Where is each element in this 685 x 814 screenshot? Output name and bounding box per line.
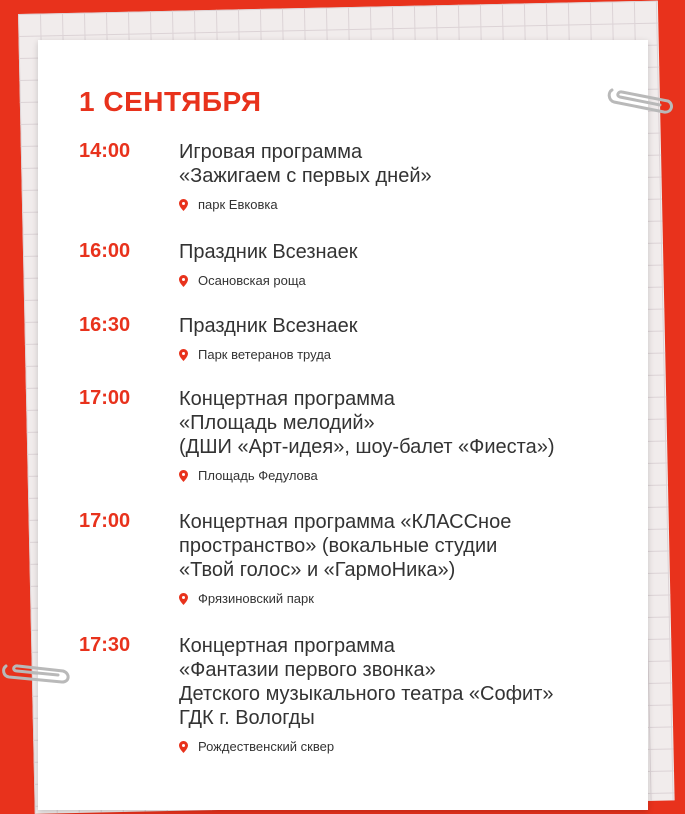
event-location: [179, 197, 278, 212]
event-time: 17:00: [79, 510, 131, 532]
location-pin-icon: [179, 470, 188, 482]
event-location: [179, 347, 331, 362]
paperclip-icon: [606, 80, 676, 116]
event-title-line: «Зажигаем с первых дней»: [179, 165, 432, 187]
event-title-line: Праздник Всезнаек: [179, 241, 358, 263]
location-pin-icon: [179, 349, 188, 361]
event-title: [179, 634, 639, 730]
event-title-line: «Площадь мелодий»: [179, 412, 375, 434]
event-title-line: Концертная программа «КЛАССное: [179, 511, 512, 533]
event-title: [179, 387, 639, 459]
event-title-line: «Фантазии первого звонка»: [179, 659, 436, 681]
event-location-label: Осановская роща: [198, 273, 306, 288]
event-title-line: Детского музыкального театра «Софит»: [179, 683, 554, 705]
event-location: [179, 468, 318, 483]
event-title-line: Концертная программа: [179, 388, 395, 410]
location-pin-icon: [179, 275, 188, 287]
event-location-label: Фрязиновский парк: [198, 591, 314, 606]
event-location-label: Парк ветеранов труда: [198, 347, 332, 362]
event-title: [179, 140, 639, 188]
event-title-line: Игровая программа: [179, 141, 363, 163]
event-title: [179, 240, 639, 264]
event-location: [179, 591, 314, 606]
paperclip-icon: [0, 654, 72, 690]
location-pin-icon: [179, 199, 188, 211]
event-time: 14:00: [79, 140, 131, 162]
event-title-line: (ДШИ «Арт-идея», шоу-балет «Фиеста»): [179, 436, 555, 458]
event-title-line: Праздник Всезнаек: [179, 315, 358, 337]
location-pin-icon: [179, 741, 188, 753]
event-location-label: парк Евковка: [198, 197, 278, 212]
event-title-line: пространство» (вокальные студии: [179, 535, 498, 557]
event-title-line: Концертная программа: [179, 635, 395, 657]
event-time: 16:30: [79, 314, 131, 336]
event-title: [179, 314, 639, 338]
event-time: 16:00: [79, 240, 131, 262]
location-pin-icon: [179, 593, 188, 605]
event-location: [179, 739, 334, 754]
event-time: 17:30: [79, 634, 131, 656]
event-location-label: Площадь Федулова: [198, 468, 318, 483]
event-location: [179, 273, 306, 288]
event-location-label: Рождественский сквер: [198, 739, 335, 754]
page-title: 1 СЕНТЯБРЯ: [79, 86, 262, 117]
event-title-line: ГДК г. Вологды: [179, 707, 315, 729]
event-title: [179, 510, 639, 582]
event-time: 17:00: [79, 387, 131, 409]
event-title-line: «Твой голос» и «ГармоНика»): [179, 559, 456, 581]
